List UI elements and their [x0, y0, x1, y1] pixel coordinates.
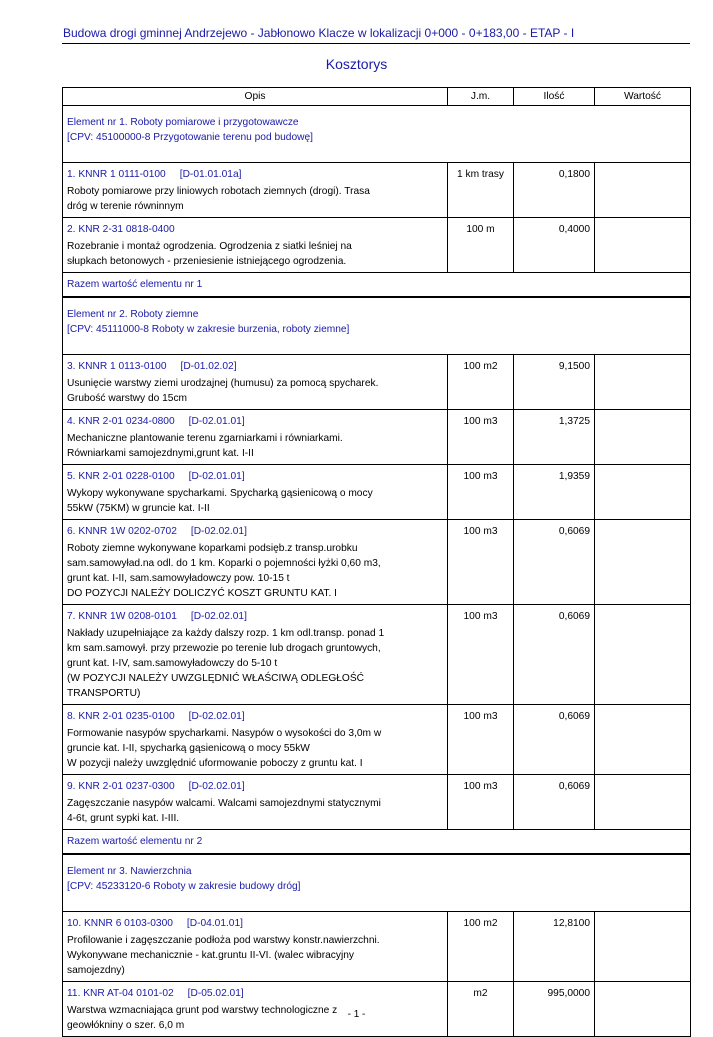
element-header [63, 106, 690, 145]
column-header-wartosc: Wartość [595, 88, 691, 106]
item-spec-ref: [D-04.01.01] [186, 918, 243, 929]
item-description-cell [63, 465, 448, 520]
element-total-label: Razem wartość elementu nr 1 [67, 279, 203, 290]
item-value [595, 520, 691, 605]
column-header-ilosc: Ilość [514, 88, 595, 106]
item-value [595, 775, 691, 830]
element-header [63, 855, 690, 894]
item-description-cell [63, 410, 448, 465]
element-cpv: [CPV: 45100000-8 Przygotowanie terenu pod budowę] [67, 132, 313, 143]
item-spec-ref: [D-02.01.01] [188, 416, 245, 427]
table-row [63, 163, 691, 218]
table-row [63, 355, 691, 410]
item-description-cell [63, 355, 448, 410]
element-title: Element nr 2. Roboty ziemne [67, 309, 199, 320]
item-value [595, 605, 691, 705]
item-quantity: 0,6069 [514, 520, 595, 605]
element-header-row [63, 106, 691, 163]
item-quantity: 0,1800 [514, 163, 595, 218]
table-row [63, 218, 691, 273]
page-title: Kosztorys [325, 56, 388, 72]
item-spec-ref: [D-02.01.01] [188, 471, 245, 482]
item-unit: 100 m [448, 218, 514, 273]
item-quantity: 0,6069 [514, 605, 595, 705]
item-description: Zagęszczanie nasypów walcami. Walcami samojezdnymi statycznymi 4-6t, grunt sypki kat. I-III. [67, 798, 381, 824]
document-header: Budowa drogi gminnej Andrzejewo - Jabłonowo Klacze w lokalizacji 0+000 - 0+183,00 - ETAP - I [63, 26, 575, 40]
item-description-cell [63, 705, 448, 775]
item-quantity: 12,8100 [514, 912, 595, 982]
column-header-opis: Opis [63, 88, 448, 106]
item-unit: 100 m2 [448, 912, 514, 982]
item-quantity: 0,4000 [514, 218, 595, 273]
element-header [63, 298, 690, 337]
item-unit: 100 m3 [448, 465, 514, 520]
table-row [63, 705, 691, 775]
column-header-jm: J.m. [448, 88, 514, 106]
item-code-line [67, 359, 443, 374]
item-unit: 1 km trasy [448, 163, 514, 218]
item-code: 6. KNNR 1W 0202-0702 [67, 526, 177, 537]
item-description: Usunięcie warstwy ziemi urodzajnej (humusu) za pomocą spycharek. Grubość warstwy do 15cm [67, 378, 379, 404]
item-unit: 100 m2 [448, 355, 514, 410]
item-description-cell [63, 163, 448, 218]
item-description: Wykopy wykonywane spycharkami. Spycharką gąsienicową o mocy 55kW (75KM) w gruncie kat. I-II [67, 488, 373, 514]
item-value [595, 355, 691, 410]
item-spec-ref: [D-05.02.01] [187, 988, 244, 999]
table-header-row [63, 88, 691, 106]
element-title: Element nr 1. Roboty pomiarowe i przygotowawcze [67, 117, 299, 128]
element-cpv: [CPV: 45111000-8 Roboty w zakresie burzenia, roboty ziemne] [67, 324, 350, 335]
table-row [63, 912, 691, 982]
item-value [595, 218, 691, 273]
table-row [63, 410, 691, 465]
element-total-cell [63, 830, 691, 855]
item-quantity: 9,1500 [514, 355, 595, 410]
item-unit: m2 [448, 982, 514, 1037]
table-row [63, 775, 691, 830]
item-unit: 100 m3 [448, 605, 514, 705]
item-description: Rozebranie i montaż ogrodzenia. Ogrodzenia z siatki leśniej na słupkach betonowych - przeniesienie istniejącego ogrodzenia. [67, 241, 352, 267]
item-description-cell [63, 605, 448, 705]
table-row [63, 465, 691, 520]
item-description: Warstwa wzmacniająca grunt pod warstwy technologiczne z geowłókniny o szer. 6,0 m [67, 1005, 338, 1031]
item-value [595, 705, 691, 775]
element-header-row [63, 854, 691, 912]
element-total-cell [63, 273, 691, 298]
item-code: 3. KNNR 1 0113-0100 [67, 361, 167, 372]
item-quantity: 995,0000 [514, 982, 595, 1037]
item-code: 4. KNR 2-01 0234-0800 [67, 416, 175, 427]
item-quantity: 1,3725 [514, 410, 595, 465]
table-row [63, 520, 691, 605]
item-code-line [67, 609, 443, 624]
item-quantity: 0,6069 [514, 705, 595, 775]
item-code-line [67, 469, 443, 484]
element-total-label: Razem wartość elementu nr 2 [67, 836, 203, 847]
item-unit: 100 m3 [448, 410, 514, 465]
element-cpv: [CPV: 45233120-6 Roboty w zakresie budowy dróg] [67, 881, 301, 892]
item-code-line [67, 167, 443, 182]
item-code: 1. KNNR 1 0111-0100 [67, 169, 166, 180]
item-code: 5. KNR 2-01 0228-0100 [67, 471, 175, 482]
item-code-line [67, 916, 443, 931]
item-description: Nakłady uzupełniające za każdy dalszy rozp. 1 km odl.transp. ponad 1 km sam.samowył. przy przewozie po terenie lub drogach gruntowych, grunt kat. I-IV, sam.samowyładowczy do 5-10 t (W POZYCJI NALEŻY UWZGLĘDNIĆ WŁAŚCIWĄ ODLEGŁOŚĆ TRANSPORTU) [67, 628, 385, 699]
element-title: Element nr 3. Nawierzchnia [67, 866, 192, 877]
item-quantity: 0,6069 [514, 775, 595, 830]
item-value [595, 912, 691, 982]
item-description-cell [63, 218, 448, 273]
item-description: Profilowanie i zagęszczanie podłoża pod warstwy konstr.nawierzchni. Wykonywane mechanicznie - kat.gruntu II-VI. (walec wibracyjny samojezdny) [67, 935, 380, 976]
element-header-cell [63, 854, 691, 912]
item-spec-ref: [D-02.02.01] [188, 781, 245, 792]
item-code: 10. KNNR 6 0103-0300 [67, 918, 173, 929]
item-code-line [67, 986, 443, 1001]
item-code: 8. KNR 2-01 0235-0100 [67, 711, 175, 722]
item-value [595, 410, 691, 465]
item-code-line [67, 779, 443, 794]
item-code: 2. KNR 2-31 0818-0400 [67, 224, 175, 235]
item-code: 7. KNNR 1W 0208-0101 [67, 611, 177, 622]
item-value [595, 465, 691, 520]
page-number: - 1 - [347, 1009, 366, 1020]
item-description: Formowanie nasypów spycharkami. Nasypów o wysokości do 3,0m w gruncie kat. I-II, spycharką gąsienicową o mocy 55kW W pozycji należy uwzględnić uformowanie poboczy z gruntu kat. I [67, 728, 382, 769]
item-unit: 100 m3 [448, 775, 514, 830]
item-code-line [67, 222, 443, 237]
item-unit: 100 m3 [448, 705, 514, 775]
element-header-cell [63, 106, 691, 163]
element-header-row [63, 297, 691, 355]
item-description-cell [63, 520, 448, 605]
item-code: 9. KNR 2-01 0237-0300 [67, 781, 175, 792]
header-divider [62, 43, 690, 44]
cost-estimate-table [62, 87, 691, 1037]
item-description: Mechaniczne plantowanie terenu zgarniarkami i równiarkami. Równiarkami samojezdnymi,grunt kat. I-II [67, 433, 343, 459]
item-spec-ref: [D-02.02.01] [190, 526, 247, 537]
table-row [63, 605, 691, 705]
item-spec-ref: [D-01.02.02] [180, 361, 237, 372]
item-code: 11. KNR AT-04 0101-02 [67, 988, 174, 999]
item-description-cell [63, 912, 448, 982]
item-description: Roboty ziemne wykonywane koparkami podsięb.z transp.urobku sam.samowyład.na odl. do 1 km. Koparki o pojemności łyżki 0,60 m3, grunt kat. I-II, sam.samowyładowczy pow. 10-15 t DO POZYCJI NALEŻY DOLICZYĆ KOSZT GRUNTU KAT. I [67, 543, 381, 599]
item-quantity: 1,9359 [514, 465, 595, 520]
item-description: Roboty pomiarowe przy liniowych robotach ziemnych (drogi). Trasa dróg w terenie równinnym [67, 186, 370, 212]
item-description-cell [63, 775, 448, 830]
item-unit: 100 m3 [448, 520, 514, 605]
item-code-line [67, 709, 443, 724]
item-code-line [67, 414, 443, 429]
item-spec-ref: [D-01.01.01a] [179, 169, 242, 180]
item-code-line [67, 524, 443, 539]
item-value [595, 163, 691, 218]
element-total-row [63, 273, 691, 298]
item-spec-ref: [D-02.02.01] [188, 711, 245, 722]
element-header-cell [63, 297, 691, 355]
item-spec-ref: [D-02.02.01] [190, 611, 247, 622]
element-total-row [63, 830, 691, 855]
